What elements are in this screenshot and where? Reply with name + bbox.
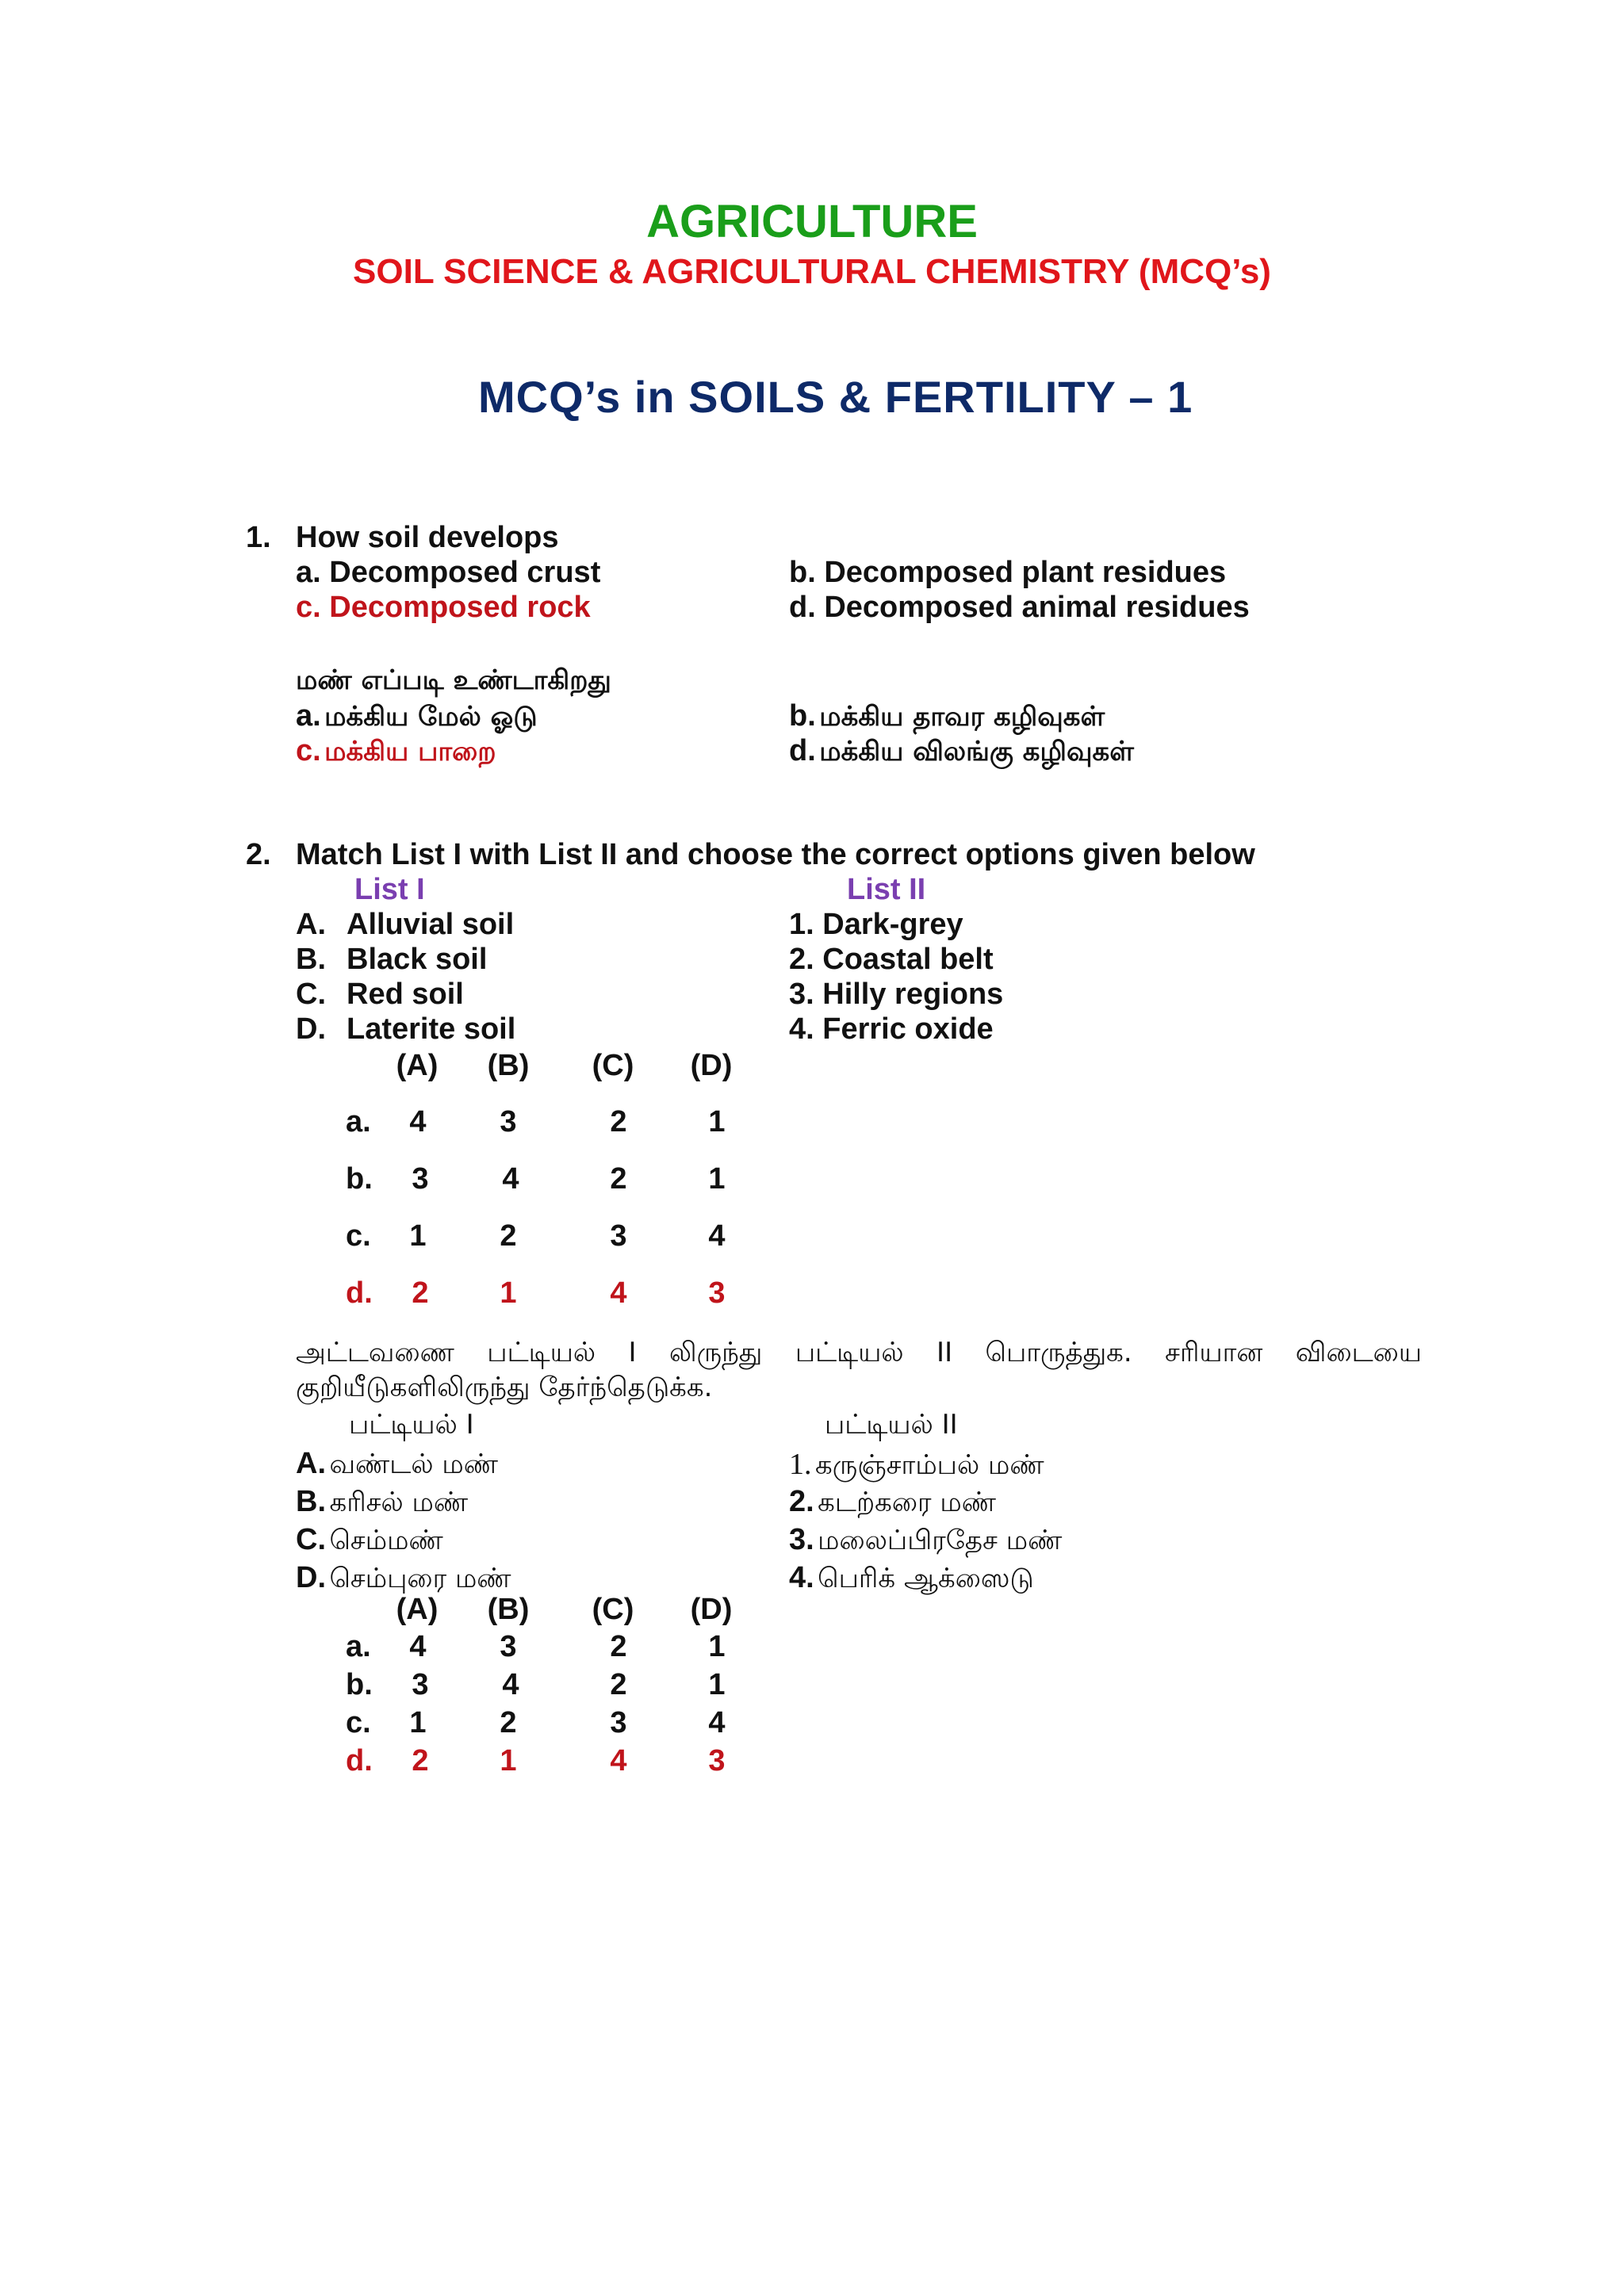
grid-cell: 2 xyxy=(500,1706,517,1739)
option-letter: c. xyxy=(296,734,321,767)
grid-cell: 3 xyxy=(412,1162,429,1196)
grid-cell: 2 xyxy=(610,1630,627,1663)
list-num: 4. xyxy=(789,1561,814,1594)
col-header-b: (B) xyxy=(487,1049,530,1082)
option-letter: a. xyxy=(296,699,321,733)
list-letter: D. xyxy=(296,1012,326,1046)
grid-cell: 2 xyxy=(610,1162,627,1196)
grid-cell: 4 xyxy=(708,1706,726,1739)
col-header-c: (C) xyxy=(592,1593,634,1626)
list-text: வண்டல் மண் xyxy=(329,1448,498,1480)
grid-cell: 3 xyxy=(500,1630,517,1663)
q1-tamil-option-a xyxy=(296,699,538,736)
tamil-list2-item-1 xyxy=(789,1447,1044,1484)
grid-cell: 1 xyxy=(409,1219,427,1253)
list-text: Black soil xyxy=(347,943,488,976)
grid-cell: 4 xyxy=(708,1219,726,1253)
q2-question: Match List I with List II and choose the correct options given below xyxy=(296,838,1255,871)
list-text: Red soil xyxy=(347,978,464,1011)
list-text: கரிசல் மண் xyxy=(329,1487,469,1518)
row-label: a. xyxy=(346,1630,371,1663)
row-label-answer: d. xyxy=(346,1744,373,1777)
grid-cell: 4 xyxy=(502,1162,519,1196)
q1-tamil-option-c-answer xyxy=(296,734,496,771)
col-header-b: (B) xyxy=(487,1593,530,1626)
list1-item-c xyxy=(296,978,464,1012)
section-heading: MCQ’s in SOILS & FERTILITY – 1 xyxy=(478,372,1193,422)
list-letter: A. xyxy=(296,908,326,941)
col-header-d: (D) xyxy=(690,1593,733,1626)
list2-item-3: 3. Hilly regions xyxy=(789,978,1004,1011)
col-header-d: (D) xyxy=(690,1049,733,1082)
row-label: a. xyxy=(346,1105,371,1138)
q1-tamil-option-d xyxy=(789,734,1134,771)
list-letter: D. xyxy=(296,1561,326,1594)
grid-cell: 2 xyxy=(610,1668,627,1701)
tamil-list1-item-a xyxy=(296,1447,498,1483)
grid-cell: 3 xyxy=(610,1706,627,1739)
list-text: பெரிக் ஆக்ஸைடு xyxy=(818,1563,1034,1594)
q2-tamil-question-line2: குறியீடுகளிலிருந்து தேர்ந்தெடுக்க. xyxy=(296,1372,713,1403)
grid-cell: 1 xyxy=(708,1668,726,1701)
option-text: மக்கிய மேல் ஓடு xyxy=(324,701,538,733)
grid-cell-answer: 3 xyxy=(708,1276,726,1310)
q1-option-d: d. Decomposed animal residues xyxy=(789,591,1250,624)
row-label-answer: d. xyxy=(346,1276,373,1310)
list-letter: B. xyxy=(296,943,326,976)
col-header-a: (A) xyxy=(396,1593,439,1626)
grid-cell: 3 xyxy=(610,1219,627,1253)
grid-cell-answer: 3 xyxy=(708,1744,726,1777)
list-num: 2. xyxy=(789,1485,814,1518)
col-header-a: (A) xyxy=(396,1049,439,1082)
q1-tamil-option-b xyxy=(789,699,1105,736)
col-header-c: (C) xyxy=(592,1049,634,1082)
list-text: மலைப்பிரதேச மண் xyxy=(818,1525,1063,1556)
grid-cell: 3 xyxy=(500,1105,517,1138)
option-text: மக்கிய விலங்கு கழிவுகள் xyxy=(819,736,1134,767)
row-label: c. xyxy=(346,1219,371,1253)
grid-cell-answer: 1 xyxy=(500,1744,517,1777)
list-letter: B. xyxy=(296,1485,326,1518)
grid-cell: 2 xyxy=(500,1219,517,1253)
tamil-list1-header: பட்டியல் I xyxy=(349,1409,474,1441)
list-num: 1. xyxy=(789,1448,812,1481)
option-letter: d. xyxy=(789,734,816,767)
list-text: கடற்கரை மண் xyxy=(818,1487,997,1518)
grid-cell: 4 xyxy=(502,1668,519,1701)
list-num: 3. xyxy=(789,1523,814,1556)
grid-cell: 2 xyxy=(610,1105,627,1138)
page-subtitle: SOIL SCIENCE & AGRICULTURAL CHEMISTRY (MCQ’s) xyxy=(353,252,1271,291)
q2-tamil-question-line1: அட்டவணை பட்டியல் I லிருந்து பட்டியல் II பொருத்துக. சரியான விடையை xyxy=(296,1337,1422,1368)
grid-cell-answer: 4 xyxy=(610,1744,627,1777)
tamil-list2-header: பட்டியல் II xyxy=(825,1409,958,1441)
q1-option-c-answer: c. Decomposed rock xyxy=(296,591,591,624)
grid-cell: 1 xyxy=(708,1630,726,1663)
grid-cell-answer: 2 xyxy=(412,1744,429,1777)
q1-tamil-question: மண் எப்படி உண்டாகிறது xyxy=(296,664,611,696)
list2-item-4: 4. Ferric oxide xyxy=(789,1012,994,1046)
page-title: AGRICULTURE xyxy=(646,196,978,247)
tamil-list2-item-2 xyxy=(789,1485,996,1521)
list-text: செம்மண் xyxy=(329,1525,443,1556)
list2-item-1: 1. Dark-grey xyxy=(789,908,963,941)
q1-option-b: b. Decomposed plant residues xyxy=(789,556,1227,589)
q1-option-a: a. Decomposed crust xyxy=(296,556,601,589)
list-letter: C. xyxy=(296,978,326,1011)
list-text: Laterite soil xyxy=(347,1012,516,1046)
list-text: கருஞ்சாம்பல் மண் xyxy=(814,1449,1044,1481)
grid-cell: 1 xyxy=(708,1105,726,1138)
grid-cell: 4 xyxy=(409,1630,427,1663)
q2-number: 2. xyxy=(246,838,271,871)
grid-cell-answer: 4 xyxy=(610,1276,627,1310)
tamil-list2-item-4 xyxy=(789,1561,1034,1598)
list1-item-a xyxy=(296,908,514,942)
list-text: செம்புரை மண் xyxy=(329,1563,511,1594)
grid-cell-answer: 1 xyxy=(500,1276,517,1310)
list1-item-d xyxy=(296,1012,515,1047)
option-text: மக்கிய பாறை xyxy=(324,736,496,767)
grid-cell: 4 xyxy=(409,1105,427,1138)
list-letter: A. xyxy=(296,1447,326,1480)
row-label: b. xyxy=(346,1162,373,1196)
option-text: மக்கிய தாவர கழிவுகள் xyxy=(819,701,1105,733)
grid-cell: 1 xyxy=(708,1162,726,1196)
grid-cell: 1 xyxy=(409,1706,427,1739)
list2-header: List II xyxy=(847,873,926,906)
list1-header: List I xyxy=(354,873,425,906)
row-label: b. xyxy=(346,1668,373,1701)
tamil-list1-item-c xyxy=(296,1523,443,1559)
grid-cell-answer: 2 xyxy=(412,1276,429,1310)
option-letter: b. xyxy=(789,699,816,733)
tamil-list1-item-b xyxy=(296,1485,468,1521)
q1-number: 1. xyxy=(246,521,271,554)
tamil-list2-item-3 xyxy=(789,1523,1062,1559)
grid-cell: 3 xyxy=(412,1668,429,1701)
list2-item-2: 2. Coastal belt xyxy=(789,943,994,976)
list-text: Alluvial soil xyxy=(347,908,515,941)
list1-item-b xyxy=(296,943,487,977)
list-letter: C. xyxy=(296,1523,326,1556)
q1-question: How soil develops xyxy=(296,521,559,554)
row-label: c. xyxy=(346,1706,371,1739)
